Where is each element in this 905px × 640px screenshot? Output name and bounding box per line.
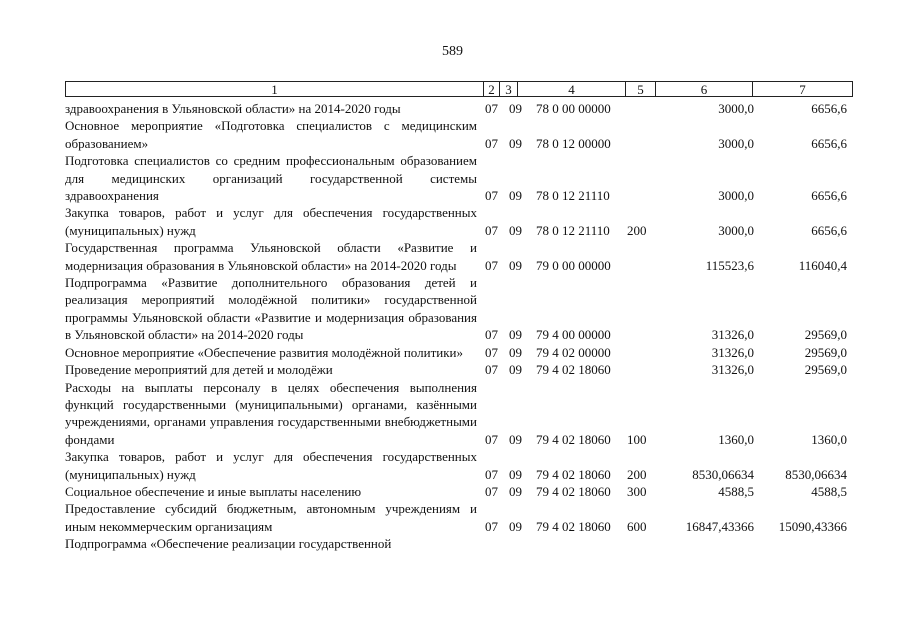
code-section: 07: [485, 362, 498, 378]
table-row: [65, 535, 851, 552]
code-section: 07: [485, 483, 498, 499]
amount-col-7: 116040,4: [798, 257, 847, 273]
code-target-article: 79 4 02 18060: [536, 518, 611, 534]
table-row: [65, 361, 851, 378]
code-target-article: 79 4 02 00000: [536, 344, 611, 360]
amount-col-6: 115523,6: [705, 257, 754, 273]
amount-col-6: 3000,0: [718, 135, 754, 151]
code-subsection: 09: [509, 188, 522, 204]
code-subsection: 09: [509, 257, 522, 273]
amount-col-6: 31326,0: [711, 327, 754, 343]
amount-col-6: 3000,0: [718, 101, 754, 116]
amount-col-7: 1360,0: [811, 431, 847, 447]
row-description: Социальное обеспечение и иные выплаты населению: [65, 483, 362, 499]
code-section: 07: [485, 466, 498, 482]
table-row: [65, 483, 851, 500]
table-body: [65, 100, 851, 553]
amount-col-6: 31326,0: [711, 344, 754, 360]
code-section: 07: [485, 431, 498, 447]
code-subsection: 09: [509, 362, 522, 378]
amount-col-7: 6656,6: [811, 222, 847, 238]
code-subsection: 09: [509, 518, 522, 534]
code-target-article: 79 4 02 18060: [536, 431, 611, 447]
table-row: [65, 117, 851, 152]
row-description: здравоохранения в Ульяновской области» на 2014-2020 годы: [65, 101, 401, 116]
header-col-2: 2: [484, 82, 500, 96]
code-subsection: 09: [509, 344, 522, 360]
row-description: Подпрограмма «Развитие дополнительного образования детей и реализация мероприятий молодёжной политики» государственной программы Ульяновской области «Развитие и модернизация образования в Ульяновской области» на 2014-2020 годы: [65, 275, 477, 343]
amount-col-7: 6656,6: [811, 101, 847, 116]
code-expense-type: 200: [627, 222, 647, 238]
amount-col-7: 8530,06634: [785, 466, 847, 482]
amount-col-6: 3000,0: [718, 222, 754, 238]
header-col-5: 5: [626, 82, 656, 96]
code-target-article: 78 0 00 00000: [536, 101, 611, 116]
code-section: 07: [485, 327, 498, 343]
amount-col-7: 6656,6: [811, 135, 847, 151]
row-description: Проведение мероприятий для детей и молодёжи: [65, 362, 333, 378]
table-header: [65, 81, 853, 97]
amount-col-6: 1360,0: [718, 431, 754, 447]
code-section: 07: [485, 101, 498, 116]
header-col-4: 4: [518, 82, 626, 96]
code-section: 07: [485, 135, 498, 151]
code-subsection: 09: [509, 135, 522, 151]
code-section: 07: [485, 222, 498, 238]
amount-col-7: 6656,6: [811, 188, 847, 204]
amount-col-6: 31326,0: [711, 362, 754, 378]
code-section: 07: [485, 188, 498, 204]
row-description: Подпрограмма «Обеспечение реализации государственной: [65, 536, 392, 552]
header-col-7: 7: [799, 82, 806, 97]
code-target-article: 79 4 02 18060: [536, 483, 611, 499]
code-subsection: 09: [509, 483, 522, 499]
table-row: [65, 100, 851, 117]
code-subsection: 09: [509, 327, 522, 343]
code-target-article: 79 4 02 18060: [536, 466, 611, 482]
amount-col-6: 8530,06634: [692, 466, 754, 482]
header-col-3: 3: [500, 82, 518, 96]
header-col-1: 1: [66, 82, 484, 96]
code-target-article: 78 0 12 21110: [536, 222, 610, 238]
code-target-article: 79 4 00 00000: [536, 327, 611, 343]
table-row: [65, 239, 851, 274]
table-row: [65, 204, 851, 239]
code-target-article: 78 0 12 21110: [536, 188, 610, 204]
code-expense-type: 300: [627, 483, 647, 499]
amount-col-6: 3000,0: [718, 188, 754, 204]
code-expense-type: 600: [627, 518, 647, 534]
header-col-6: 6: [656, 82, 753, 96]
code-section: 07: [485, 257, 498, 273]
code-subsection: 09: [509, 466, 522, 482]
amount-col-7: 29569,0: [804, 327, 847, 343]
code-subsection: 09: [509, 101, 522, 116]
amount-col-7: 29569,0: [804, 344, 847, 360]
row-description: Закупка товаров, работ и услуг для обеспечения государственных (муниципальных) нужд: [65, 205, 477, 238]
row-description: Основное мероприятие «Обеспечение развития молодёжной политики»: [65, 344, 463, 360]
row-description: Подготовка специалистов со средним профессиональным образованием для медицинских организаций государственной системы здравоохранения: [65, 153, 477, 204]
code-subsection: 09: [509, 222, 522, 238]
row-description: Государственная программа Ульяновской области «Развитие и модернизация образования в Ульяновской области» на 2014-2020 годы: [65, 240, 477, 273]
code-expense-type: 100: [627, 431, 647, 447]
row-description: Расходы на выплаты персоналу в целях обеспечения выполнения функций государственными (муниципальными) органами, казёнными учреждениями, органами управления государственными внебюджетными фондами: [65, 379, 477, 447]
row-description: Основное мероприятие «Подготовка специалистов с медицинским образованием»: [65, 118, 477, 151]
table-row: [65, 274, 851, 344]
row-description: Предоставление субсидий бюджетным, автономным учреждениям и иным некоммерческим организациям: [65, 501, 477, 534]
amount-col-7: 29569,0: [804, 362, 847, 378]
code-expense-type: 200: [627, 466, 647, 482]
amount-col-7: 4588,5: [811, 483, 847, 499]
code-target-article: 78 0 12 00000: [536, 135, 611, 151]
table-row: [65, 152, 851, 204]
code-section: 07: [485, 344, 498, 360]
code-section: 07: [485, 518, 498, 534]
amount-col-7: 15090,43366: [778, 518, 847, 534]
table-row: [65, 500, 851, 535]
amount-col-6: 16847,43366: [685, 518, 754, 534]
row-description: Закупка товаров, работ и услуг для обеспечения государственных (муниципальных) нужд: [65, 449, 477, 482]
amount-col-6: 4588,5: [718, 483, 754, 499]
code-target-article: 79 4 02 18060: [536, 362, 611, 378]
code-subsection: 09: [509, 431, 522, 447]
table-row: [65, 448, 851, 483]
page-number: 589: [442, 44, 463, 59]
table-row: [65, 379, 851, 449]
table-row: [65, 344, 851, 361]
code-target-article: 79 0 00 00000: [536, 257, 611, 273]
